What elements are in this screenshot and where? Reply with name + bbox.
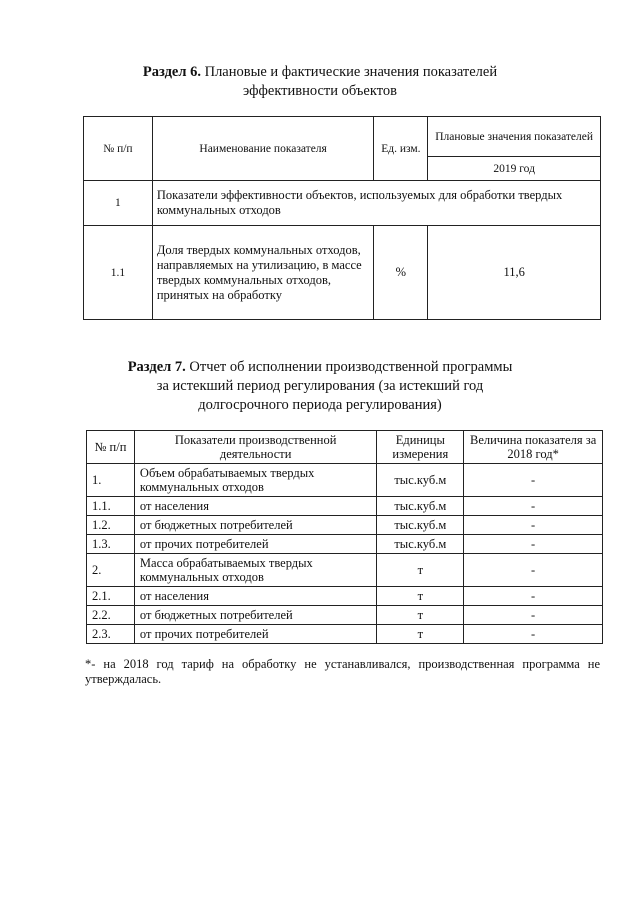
section7-title-bold: Раздел 7.	[127, 359, 186, 375]
row-name: от населения	[134, 497, 376, 516]
header-plan: Плановые значения показателей	[428, 117, 601, 157]
table-row	[87, 587, 603, 606]
row-unit: т	[377, 606, 464, 625]
row-name: от прочих потребителей	[134, 535, 376, 554]
row-name: от прочих потребителей	[134, 625, 376, 644]
table-row	[84, 226, 601, 320]
row-num: 1.3.	[87, 535, 135, 554]
row-name: от населения	[134, 587, 376, 606]
row-name: Масса обрабатываемых твердых коммунальных отходов	[134, 554, 376, 587]
row-num: 1.2.	[87, 516, 135, 535]
section6-title-line1: Плановые и фактические значения показателей	[204, 64, 498, 80]
row-unit: т	[377, 587, 464, 606]
section6-title-line2: эффективности объектов	[243, 83, 397, 99]
row-value: -	[464, 554, 603, 587]
footnote: *- на 2018 год тариф на обработку не устанавливался, производственная программа не утверждалась.	[85, 657, 600, 686]
header-year: 2019 год	[428, 157, 601, 181]
row-num: 1	[84, 181, 153, 226]
row-value: -	[464, 464, 603, 497]
section7-title	[0, 358, 640, 415]
table-row	[84, 181, 601, 226]
row-value: -	[464, 497, 603, 516]
table-row	[87, 516, 603, 535]
row-name: Доля твердых коммунальных отходов, направляемых на утилизацию, в массе твердых коммунальных отходов, принятых на обработку	[152, 226, 374, 320]
row-num: 1.1.	[87, 497, 135, 516]
header-value: Величина показателя за 2018 год*	[464, 431, 603, 464]
table-row	[87, 554, 603, 587]
row-unit: %	[374, 226, 428, 320]
row-value: -	[464, 606, 603, 625]
row-num: 2.	[87, 554, 135, 587]
row-unit: тыс.куб.м	[377, 535, 464, 554]
table-row	[87, 625, 603, 644]
row-unit: тыс.куб.м	[377, 516, 464, 535]
header-num: № п/п	[84, 117, 153, 181]
row-unit: тыс.куб.м	[377, 497, 464, 516]
row-num: 2.2.	[87, 606, 135, 625]
section6-table	[83, 116, 601, 320]
row-value: 11,6	[428, 226, 601, 320]
row-name: Показатели эффективности объектов, используемых для обработки твердых коммунальных отходов	[152, 181, 600, 226]
row-value: -	[464, 587, 603, 606]
row-unit: тыс.куб.м	[377, 464, 464, 497]
row-num: 2.3.	[87, 625, 135, 644]
header-name: Наименование показателя	[152, 117, 374, 181]
row-value: -	[464, 516, 603, 535]
header-name: Показатели производственной деятельности	[134, 431, 376, 464]
row-name: от бюджетных потребителей	[134, 516, 376, 535]
section7-title-line1: Отчет об исполнении производственной программы	[189, 359, 513, 375]
section7-title-line3: долгосрочного периода регулирования)	[198, 397, 442, 413]
row-value: -	[464, 535, 603, 554]
header-unit: Единицы измерения	[377, 431, 464, 464]
row-value: -	[464, 625, 603, 644]
row-num: 1.	[87, 464, 135, 497]
section6-title-bold: Раздел 6.	[142, 64, 201, 80]
header-num: № п/п	[87, 431, 135, 464]
table-row	[87, 464, 603, 497]
row-unit: т	[377, 625, 464, 644]
row-name: от бюджетных потребителей	[134, 606, 376, 625]
table-row	[87, 535, 603, 554]
row-num: 2.1.	[87, 587, 135, 606]
table-row	[87, 497, 603, 516]
section6-title	[0, 63, 640, 101]
row-name: Объем обрабатываемых твердых коммунальных отходов	[134, 464, 376, 497]
section7-table	[86, 430, 603, 644]
row-unit: т	[377, 554, 464, 587]
row-num: 1.1	[84, 226, 153, 320]
section7-title-line2: за истекший период регулирования (за истекший год	[156, 378, 484, 394]
header-unit: Ед. изм.	[374, 117, 428, 181]
table-row	[87, 606, 603, 625]
